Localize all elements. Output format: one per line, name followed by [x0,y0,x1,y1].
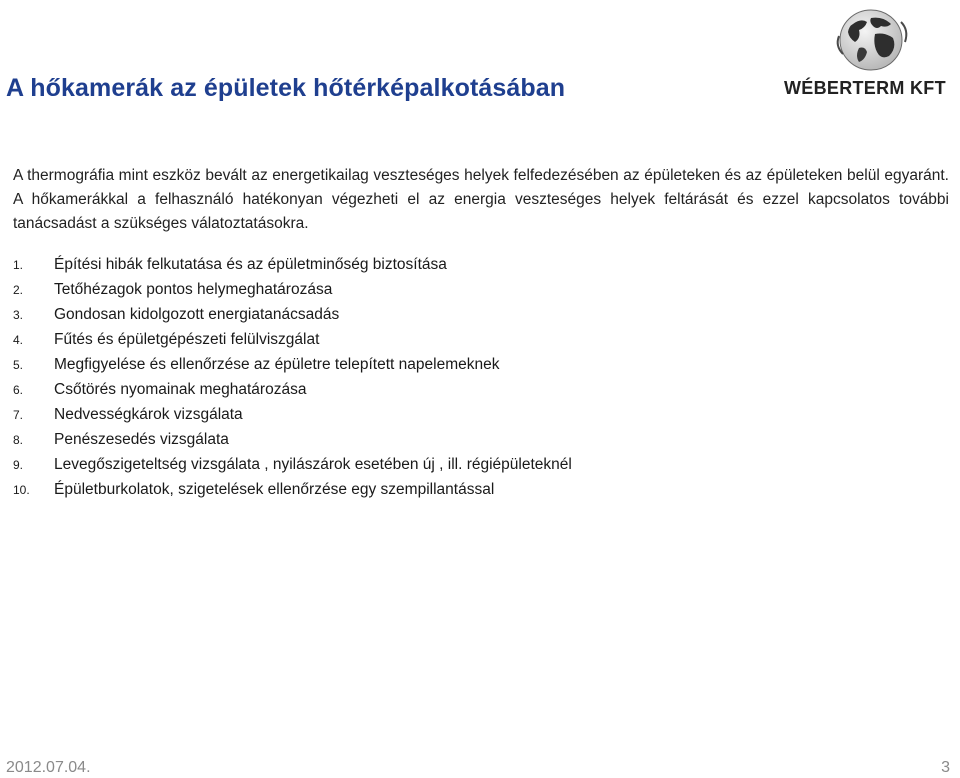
list-text: Fűtés és épületgépészeti felülviszgálat [54,331,320,348]
list-text: Penészesedés vizsgálata [54,431,229,448]
list-text: Megfigyelése és ellenőrzése az épületre telepített napelemeknek [54,356,500,373]
footer-date: 2012.07.04. [6,759,91,776]
list-text: Tetőhézagok pontos helymeghatározása [54,281,333,298]
list-text: Építési hibák felkutatása és az épületminőség biztosítása [54,256,447,273]
list-number: 8. [13,433,24,447]
list-number: 2. [13,283,24,297]
list-text: Levegőszigeteltség vizsgálata , nyilászárok esetében új , ill. régiépületeknél [54,456,572,473]
page-number: 3 [941,759,950,776]
list-number: 5. [13,358,24,372]
list-text: Gondosan kidolgozott energiatanácsadás [54,306,340,323]
list-item [13,302,572,327]
list-text: Nedvességkárok vizsgálata [54,406,243,423]
list-item [13,427,572,452]
globe-icon [831,8,911,72]
list-number: 6. [13,383,24,397]
list-item [13,252,572,277]
intro-paragraph: A thermográfia mint eszköz bevált az energetikailag veszteséges helyek felfedezésében az épületeken és az épületeken belül egyaránt. A hőkamerákkal a felhasználó hatékonyan végezheti el az energia veszteséges helyek feltárását és ezzel kapcsolatos további tanácsadást a szükséges válatoztatásokra. [13,167,949,232]
slide-title: A hőkamerák az épületek hőtérképalkotásában [6,74,566,102]
list-item [13,277,572,302]
list-text: Épületburkolatok, szigetelések ellenőrzése egy szempillantással [54,481,495,498]
list-text: Csőtörés nyomainak meghatározása [54,381,307,398]
list-number: 1. [13,258,24,272]
list-item [13,477,572,502]
list-number: 10. [13,483,30,497]
list-number: 4. [13,333,24,347]
company-logo [784,8,956,98]
list-number: 9. [13,458,24,472]
list-number: 3. [13,308,24,322]
list-item [13,377,572,402]
list-item [13,352,572,377]
list-item [13,327,572,352]
logo-text: WÉBERTERM KFT [784,78,946,98]
list-number: 7. [13,408,24,422]
list-item [13,452,572,477]
list-item [13,402,572,427]
services-list [13,252,572,502]
